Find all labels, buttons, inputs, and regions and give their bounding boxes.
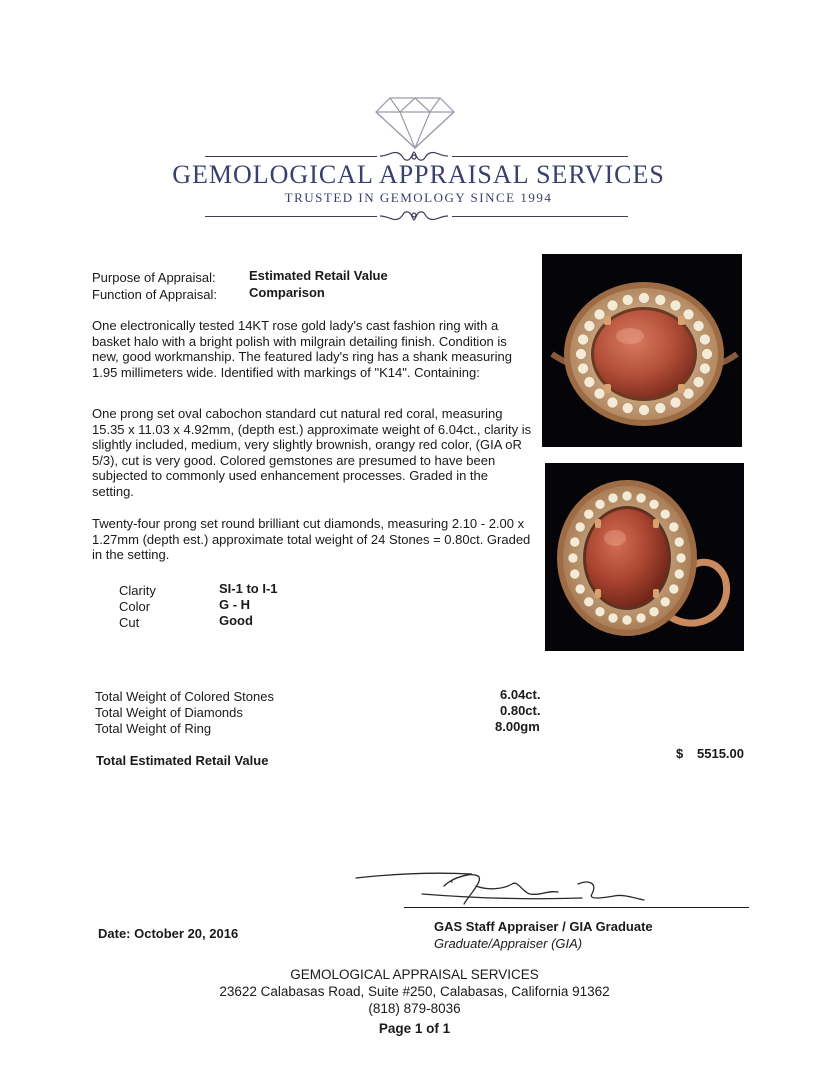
footer-phone: (818) 879-8036 <box>368 1001 461 1016</box>
currency-symbol: $ <box>676 746 684 761</box>
grade-value: SI-1 to I-1 <box>219 581 278 596</box>
total-label: Total Weight of Diamonds <box>95 705 243 720</box>
ornament-icon <box>378 208 450 224</box>
signature-line <box>404 907 749 908</box>
appraiser-subtitle: Graduate/Appraiser (GIA) <box>434 936 583 951</box>
function-value: Comparison <box>249 285 325 300</box>
grade-label: Color <box>119 599 151 614</box>
grade-value: G - H <box>219 597 251 612</box>
grade-label: Clarity <box>119 583 156 598</box>
footer-address: 23622 Calabasas Road, Suite #250, Calabasas, California 91362 <box>219 984 610 999</box>
page-number: Page 1 of 1 <box>378 1021 451 1036</box>
ring-photo-front <box>542 254 742 447</box>
ring-photo-angled <box>545 463 744 651</box>
grade-label: Cut <box>119 615 140 630</box>
diamond-icon <box>370 92 460 152</box>
header-rule <box>452 216 628 217</box>
header-rule <box>452 156 628 157</box>
total-value: 6.04ct. <box>500 687 541 702</box>
grade-value: Good <box>219 613 253 628</box>
function-label: Function of Appraisal: <box>92 287 218 302</box>
purpose-label: Purpose of Appraisal: <box>92 270 216 285</box>
diamond-description: Twenty-four prong set round brilliant cut diamonds, measuring 2.10 - 2.00 x 1.27mm (depth est.) approximate total weight of 24 Stones = 0.80ct. Graded in the setting. <box>92 516 531 563</box>
total-label: Total Weight of Ring <box>95 721 212 736</box>
retail-value-amount: 5515.00 <box>697 746 744 761</box>
footer-company: GEMOLOGICAL APPRAISAL SERVICES <box>290 967 539 982</box>
header-rule <box>205 216 377 217</box>
purpose-value: Estimated Retail Value <box>249 268 388 283</box>
total-value: 0.80ct. <box>500 703 541 718</box>
appraisal-date: Date: October 20, 2016 <box>98 926 239 941</box>
total-label: Total Weight of Colored Stones <box>95 689 274 704</box>
appraiser-title: GAS Staff Appraiser / GIA Graduate <box>434 919 653 934</box>
header-rule <box>205 156 377 157</box>
company-tagline: TRUSTED IN GEMOLOGY SINCE 1994 <box>284 190 553 205</box>
company-title: GEMOLOGICAL APPRAISAL SERVICES <box>172 160 665 189</box>
total-value: 8.00gm <box>495 719 540 734</box>
coral-description: One prong set oval cabochon standard cut natural red coral, measuring 15.35 x 11.03 x 4.92mm, (depth est.) approximate weight of 6.04ct., clarity is slightly included, medium, very slightly brownish, orangy red color, (GIA oR 5/3), cut is very good. Colored gemstones are presumed to have been subjected to commonly used enhancement processes. Graded in the setting. <box>92 406 532 499</box>
ring-description: One electronically tested 14KT rose gold lady's cast fashion ring with a basket halo with a bright polish with milgrain detailing finish. Condition is new, good workmanship. The featured lady's ring has a shank measuring 1.95 millimeters wide. Identified with markings of "K14". Containing: <box>92 318 512 380</box>
retail-value-label: Total Estimated Retail Value <box>96 753 269 768</box>
